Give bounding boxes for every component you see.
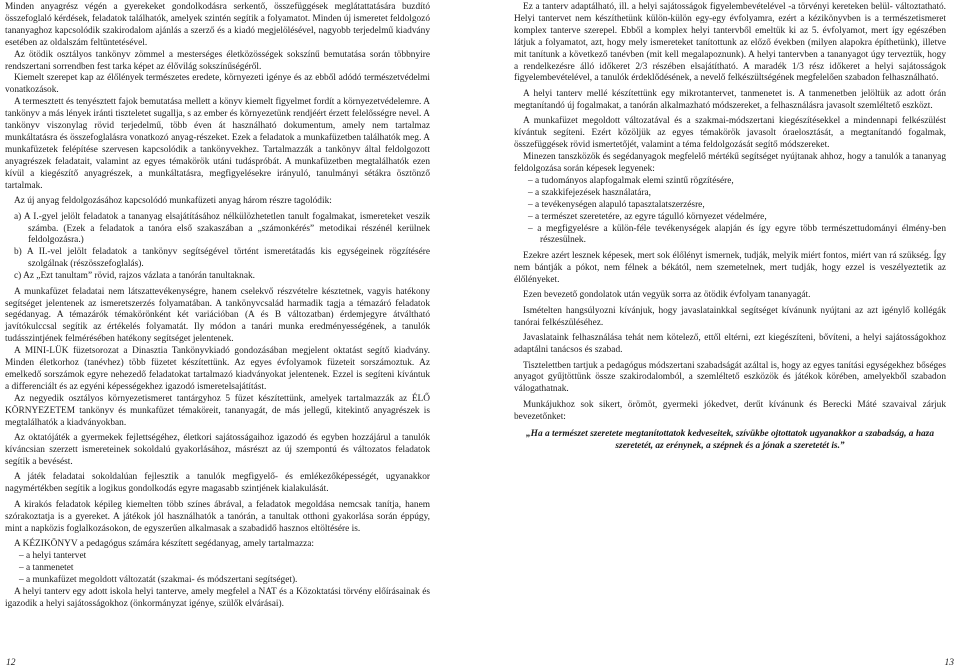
list-item: – a helyi tantervet xyxy=(19,551,87,562)
list-item: – a tevékenységen alapuló tapasztalatszerzésre, xyxy=(528,199,705,210)
list-item: c) Az „Ezt tanultam” rövid, rajzos vázlata a tanórán tanultaknak. xyxy=(14,271,256,282)
paragraph: A játék feladatai sokoldalúan fejlesztik a tanulók megfigyelő- és emlékezőképességét, ugyanakkor nagymértékben segítik a logikus gondolkodás egyre magasabb szintjének kialakulását. xyxy=(5,472,430,495)
paragraph: A MINI-LÜK füzetsorozat a Dinasztia Tankönyvkiadó gondozásában megjelent oktatást segítő kiadvány. Minden életkorhoz (tanévhez) több füzetet készítettünk. Az egyes évfolyamok füzeteit sorszámoztuk. Az emelkedő sorszámok egyre nehezedő feladatokat tartalmazó kiadványokat jelentenek. Ezzel is segíteni kívántuk a differenciált és az egyéni képességekhez igazodó ismeretelsajátítást. xyxy=(5,346,430,392)
closing-quote: „Ha a természet szeretete megtanítottatok kedveseitek, szívükbe ojtottatok ugyanakkor a szabadság, a haza szeretetét, az erénynek, a szépnek és a jónak a szeretetét is.” xyxy=(526,428,934,451)
paragraph: Az oktatójáték a gyermekek fejlettségéhez, életkori sajátosságaihoz igazodó és egyben hozzájárul a tanulók kíváncsian szerzett ismereteinek sokoldalú gyakorlásához, másrészt az új szempontú és változatos feladatok segítik a bevésést. xyxy=(5,433,430,467)
paragraph: Ezen bevezető gondolatok után vegyük sorra az ötödik évfolyam tananyagát. xyxy=(523,290,811,301)
list-item: – a munkafüzet megoldott változatát (szakmai- és módszertani segítséget). xyxy=(19,574,298,585)
paragraph: Minezen tanszközök és segédanyagok megfelelő mértékű segítséget nyújtanak ahhoz, hogy a tanulók a tananyag feldolgozása során képesek legyenek: xyxy=(514,152,946,174)
paragraph: A helyi tanterv egy adott iskola helyi tanterve, amely megfelel a NAT és a Közoktatási törvény előírásainak és igazodik a helyi sajátosságokhoz (önkormányzat igénye, szülők elvárásai). xyxy=(5,586,430,609)
paragraph: A munkafüzet megoldott változatával és a szakmai-módszertani kiegészítésekkel a mindennapi felkészülést kívántuk segíteni. Ezért közöljük az egyes témakörök javasolt óraelosztását, a megtanítandó fogalmak, összefüggések rövid ismertetőjét, valamint a téma feldolgozását segítő módszereket. xyxy=(514,116,946,151)
paragraph: Munkájukhoz sok sikert, örömöt, gyermeki jókedvet, derűt kívánunk és Berecki Máté szavaival zárjuk bevezetőnket: xyxy=(514,399,946,422)
list-item: – a tudományos alapfogalmak elemi szintű rögzítésére, xyxy=(528,175,734,186)
paragraph: A munkafüzet feladatai nem látszattevékenységre, hanem cselekvő részvételre késztetnek, vagyis hatékony segítséget jelentenek az ismeretszerzés folyamatában. A tankönyvcsalád harmadik tagja a témazáró feladatok segédanyag. A témazárók témakörönként két variációban (A és B változatban) érdemjegyre átváltható javítókulccsal segítik az értékelés folyamatát. Ily módon a tanári munka eredményességének, a tanulók tudásszintjének felmérésében hatékony segítséget jelentenek. xyxy=(5,286,430,345)
paragraph: A KÉZIKÖNYV a pedagógus számára készített segédanyag, amely tartalmazza: xyxy=(14,539,315,550)
paragraph: A kirakós feladatok képileg kiemelten több színes ábrával, a feladatok megoldása nemcsak tanítja, hanem szórakoztatja is a gyereket. A játékok jól használhatók a tanórán, a tanultak otthoni gyakorlása során éppúgy, mint a napközis foglalkozásokon, de egyszerűen alkalmasak a szabadidő hasznos eltöltésére is. xyxy=(5,499,430,534)
paragraph: Kiemelt szerepet kap az élőlények természetes eredete, környezeti igénye és az ebből adódó természetvédelmi vonatkozások. xyxy=(5,73,430,96)
paragraph: A termesztett és tenyésztett fajok bemutatása mellett a könyv kiemelt figyelmet fordít a környezetvédelemre. A tankönyv a más lények iránti tiszteletet sugallja, s az ember és környezetünk rendjéért érzett felelősségre nevel. A tankönyv viszonylag rövid terjedelmű, több éven át használható dokumentum, amely nem tartalmaz munkáltatásra és összefoglalásra vonatkozó anyag-részeket. Ezek a feladatok a munkafüzetben találhatók meg. A munkafüzetek felépítése szervesen kapcsolódik a tankönyvekhez. Tartalmazzák a tankönyv által feldolgozott anyagrészek feladatait, valamint az egyes témakörök utáni tudáspróbát. A munkafüzetben megtalálhatók ezen kívül a kiegészítő anyagrészek, a munkáltatásra, megfigyelésekre irányuló, tanulmányi sétákra ösztönző tartalmak. xyxy=(5,97,430,191)
paragraph: Az új anyag feldolgozásához kapcsolódó munkafüzeti anyag három részre tagolódik: xyxy=(14,196,332,207)
list-item: – a megfigyelésre a külön-féle tevékenységek alapján és így egyre több természettudományi élmény-ben részesülnek. xyxy=(528,223,946,246)
list-item: a) A I.-gyel jelölt feladatok a tananyag elsajátításához nélkülözhetetlen tanult fogalmakat, ismereteket veszik számba. (Ezek a feladatok a tanóra első szakaszában a „számonkérés” metodikai részénél kerülnek feldolgozásra.) xyxy=(14,211,430,246)
list-item: – a tanmenetet xyxy=(19,562,74,573)
list-item: – a szakkifejezések használatára, xyxy=(528,187,651,198)
paragraph: Minden anyagrész végén a gyerekeket gondolkodásra serkentő, összefüggések meglátattatására buzdító összefoglaló kérdések, feladatok találhatók, amelyek szintén segítik a folyamatot. Minden új ismeretet feldolgozó tananyaghoz kapcsolódik szakirodalom ajánlás a szerző és a kiadó megjelölésével, nagyobb terjedelmű kiadvány esetében az oldalszám feltüntetésével. xyxy=(5,2,430,48)
list-item: b) A II.-vel jelölt feladatok a tankönyv segítségével történt ismeretátadás kis egységeinek rögzítésére szolgálnak (részösszefoglalás). xyxy=(14,247,430,270)
page-number-left: 12 xyxy=(6,658,16,668)
paragraph: Az negyedik osztályos környezetismeret tantárgyhoz 5 füzet készítettünk, amelyek tartalmazzák az ÉLŐ KÖRNYEZETEM tankönyv és munkafüzet témaköreit, tananyagát, de más jellegű, kitekintő anyagrészek is megtalálhatók a kiadványokban. xyxy=(5,393,430,428)
paragraph: A helyi tanterv mellé készítettünk egy mikrotantervet, tanmenetet is. A tanmenetben jelöltük az adott órán megtanítandó új fogalmakat, a tanórán alkalmazható módszereket, a felhasználásra javasolt szemléltető eszközt. xyxy=(514,88,946,111)
paragraph: Ez a tanterv adaptálható, ill. a helyi sajátosságok figyelembevételével -a törvényi kereteken belül- változtatható. Helyi tantervet nem készíthetünk külön-külön egy-egy évfolyamra, ezért a kézikönyvben is a természetismeret komplex tanterve szerepel. Ebből a komplex helyi tantervből emeltük ki az 5. évfolyamot, mert így egészében látjuk a folyamatot, azt, hogy mely ismereteket tanítottunk az előző években (milyen alapokra építhetünk), illetve mit tanítunk a következő tanévben (mit kell megalapoznunk). A helyi tantervben a tananyagot úgy terveztük, hogy a rendelkezésre álló időkeret 2/3 részében elsajátítható. A maradék 1/3 rész időkeret a helyi sajátosságok figyelembevételével, a tanulók érdeklődésének, a nevelő felkészültségének megfelelően szabadon felhasználható. xyxy=(514,2,946,84)
paragraph: Javaslataink felhasználása tehát nem kötelező, ettől eltérni, ezt kiegészíteni, bővíteni, a helyi sajátosságokhoz adaptálni tanácsos és szabad. xyxy=(514,333,946,356)
paragraph: Az ötödik osztályos tankönyv zömmel a mesterséges életközösségek sokszínű bemutatása során többnyire rendszertani sorrendben fest tarka képet az élővilág sokszínűségéről. xyxy=(5,49,430,72)
paragraph: Ezekre azért lesznek képesek, mert sok élőlényt ismernek, tudják, melyik miért fontos, miért van rá szükség. Így nem bántják a pókot, nem félnek a békától, nem szemetelnek, mert tudják, hogy ezzel is veszélyeztetik az élőlényeket. xyxy=(514,250,946,285)
paragraph: Ismételten hangsúlyozni kívánjuk, hogy javaslatainkkal segítséget kívánunk nyújtani az azt igénylő kollégák tanórai felkészüléséhez. xyxy=(514,305,946,328)
page-number-right: 13 xyxy=(944,658,954,668)
right-page-column xyxy=(514,2,946,452)
left-page-column xyxy=(5,2,430,611)
list-item: – a természet szeretetére, az egyre tágulló környezet védelmére, xyxy=(528,211,767,222)
paragraph: Tisztelettben tartjuk a pedagógus módszertani szabadságát azáltal is, hogy az egyes tanítási egységekhez bőséges anyagot gyűjtöttünk össze szakirodalomból, a szemléltető eszközök és játékok körében, amelyekből szabadon válogathatnak. xyxy=(514,360,946,395)
